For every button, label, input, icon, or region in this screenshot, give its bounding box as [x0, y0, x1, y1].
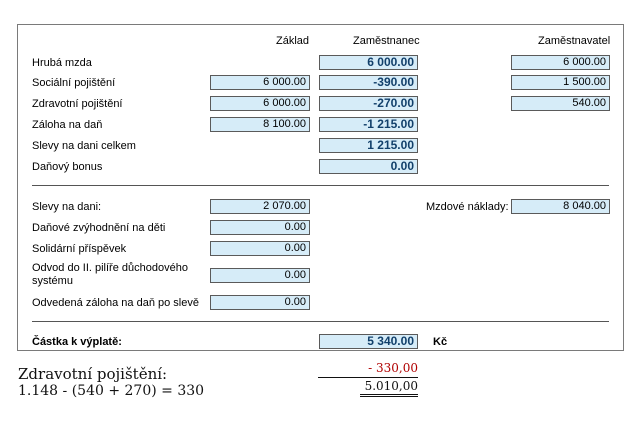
field-socialni-zamestnavatel[interactable]: 1 500.00 — [511, 75, 610, 90]
field-castka[interactable]: 5 340.00 — [319, 334, 418, 349]
section-divider — [32, 185, 609, 186]
note-formula: 1.148 - (540 + 270) = 330 — [18, 383, 205, 399]
field-slevy-celkem[interactable]: 1 215.00 — [319, 138, 418, 153]
payroll-panel — [17, 24, 624, 351]
field-odvod[interactable]: 0.00 — [210, 268, 310, 283]
currency-label: Kč — [433, 336, 448, 348]
label-bonus: Daňový bonus — [32, 161, 103, 173]
section-divider-2 — [32, 321, 609, 322]
label-slevy: Slevy na dani: — [32, 201, 102, 213]
field-socialni-zaklad[interactable]: 6 000.00 — [210, 75, 310, 90]
label-odvod-line2: systému — [32, 275, 73, 287]
field-zdravotni-zamestnavatel[interactable]: 540.00 — [511, 96, 610, 111]
label-odvod-line1: Odvod do II. pilíře důchodového — [32, 262, 188, 274]
field-odvedena[interactable]: 0.00 — [210, 295, 310, 310]
field-mzdove-naklady[interactable]: 8 040.00 — [511, 199, 610, 214]
note-double-underline-2 — [360, 396, 418, 397]
label-solidarni: Solidární příspěvek — [32, 243, 127, 255]
note-underline — [318, 377, 418, 378]
label-slevy-celkem: Slevy na dani celkem — [32, 140, 136, 152]
label-socialni: Sociální pojištění — [32, 77, 116, 89]
label-odvedena: Odvedená záloha na daň po slevě — [32, 297, 199, 309]
field-zvyhodneni[interactable]: 0.00 — [210, 220, 310, 235]
field-hruba-mzda-zamestnanec[interactable]: 6 000.00 — [319, 55, 418, 70]
field-slevy[interactable]: 2 070.00 — [210, 199, 310, 214]
header-zamestnavatel: Zaměstnavatel — [538, 35, 611, 47]
field-zaloha-zamestnanec[interactable]: -1 215.00 — [319, 117, 418, 132]
header-zamestnanec: Zaměstnanec — [353, 35, 420, 47]
label-zdravotni: Zdravotní pojištění — [32, 98, 123, 110]
note-result: 5.010,00 — [364, 379, 418, 393]
label-zvyhodneni: Daňové zvýhodnění na děti — [32, 222, 166, 234]
field-zdravotni-zamestnanec[interactable]: -270.00 — [319, 96, 418, 111]
label-zaloha: Záloha na daň — [32, 119, 103, 131]
header-zaklad: Základ — [276, 35, 310, 47]
note-title: Zdravotní pojištění: — [18, 365, 168, 383]
field-solidarni[interactable]: 0.00 — [210, 241, 310, 256]
label-hruba-mzda: Hrubá mzda — [32, 57, 92, 69]
field-zdravotni-zaklad[interactable]: 6 000.00 — [210, 96, 310, 111]
note-double-underline-1 — [360, 394, 418, 395]
field-socialni-zamestnanec[interactable]: -390.00 — [319, 75, 418, 90]
field-hruba-mzda-zamestnavatel[interactable]: 6 000.00 — [511, 55, 610, 70]
label-mzdove-naklady: Mzdové náklady: — [426, 201, 509, 213]
field-zaloha-zaklad[interactable]: 8 100.00 — [210, 117, 310, 132]
label-castka: Částka k výplatě: — [32, 336, 122, 348]
field-bonus[interactable]: 0.00 — [319, 159, 418, 174]
note-minus: - 330,00 — [368, 361, 418, 375]
